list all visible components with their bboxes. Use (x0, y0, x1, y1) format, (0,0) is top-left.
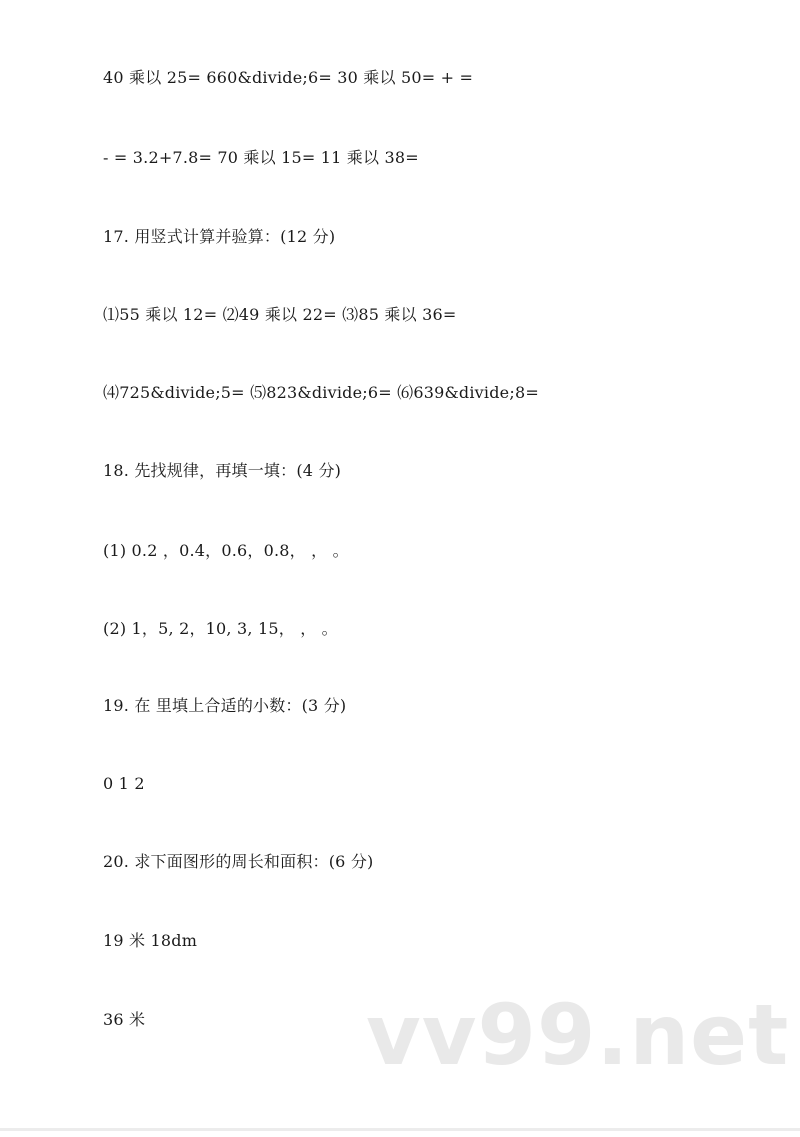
question-17-items-2: ⑷725&divide;5= ⑸823&divide;6= ⑹639&divide;8= (103, 383, 539, 402)
question-18-part-2: (2) 1，5, 2，10, 3, 15， ， 。 (103, 619, 338, 638)
question-17-heading: 17. 用竖式计算并验算：(12 分) (103, 227, 336, 246)
question-17-items-1: ⑴55 乘以 12= ⑵49 乘以 22= ⑶85 乘以 36= (103, 305, 457, 324)
question-20-heading: 20. 求下面图形的周长和面积：(6 分) (103, 852, 374, 871)
number-line-labels: 0 1 2 (103, 774, 145, 793)
watermark: vv99.net (366, 986, 790, 1084)
figure-dimensions-2: 36 米 (103, 1010, 146, 1029)
question-19-heading: 19. 在 里填上合适的小数：(3 分) (103, 696, 347, 715)
question-18-part-1: (1) 0.2 ，0.4，0.6，0.8， ， 。 (103, 541, 349, 560)
text-line-1: 40 乘以 25= 660&divide;6= 30 乘以 50= + = (103, 68, 474, 87)
figure-dimensions-1: 19 米 18dm (103, 931, 198, 950)
page-bottom-edge (0, 1128, 800, 1131)
question-18-heading: 18. 先找规律，再填一填：(4 分) (103, 461, 342, 480)
text-line-2: - = 3.2+7.8= 70 乘以 15= 11 乘以 38= (103, 148, 419, 167)
